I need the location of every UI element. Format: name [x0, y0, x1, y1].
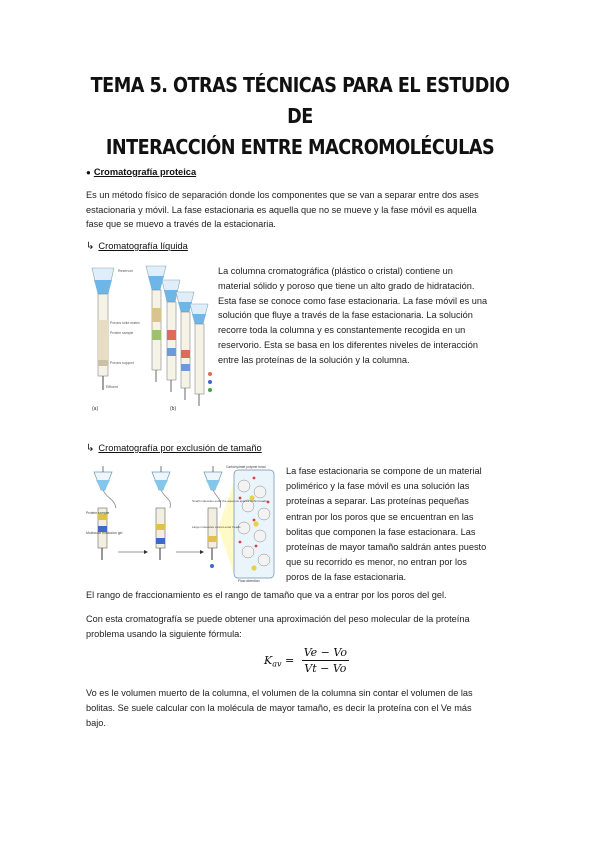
section-heading-label: Cromatografía proteica: [93, 167, 197, 177]
figure-label-flow-direction: Flow direction: [238, 579, 260, 583]
formula-lhs: K: [264, 654, 273, 667]
figure-label-b: (b): [170, 406, 177, 412]
text-line: material sólido y poroso que tiene un alto grado de hidratación.: [218, 280, 475, 291]
text-line: estacionaria y móvil. La fase estacionaria es aquella que no se mueve y la fase móvil es aquella: [86, 204, 477, 215]
figure-label-sample: Protein sample: [110, 331, 134, 335]
text-line: reservorio. Esta se basa en los diferentes niveles de interacción: [218, 339, 478, 350]
formula-denominator: Vt − Vo: [304, 662, 347, 675]
figure-label-small-molecules: Small molecules enter the aqueous spaces within beads: [192, 499, 267, 503]
text-line: bolitas. Se suele calcular con la molécula de mayor tamaño, es decir la proteína con el Ve más: [86, 703, 472, 713]
arrow-icon: ↳: [86, 241, 95, 252]
text-line: poros de la fase estacionaria.: [286, 572, 407, 583]
text-line: proteínas a separar. Las proteínas pequeñas: [286, 496, 469, 507]
text-line: La columna cromatográfica (plástico o cristal) contiene un: [218, 266, 453, 276]
subsection-heading-label: Cromatografía por exclusión de tamaño: [98, 443, 262, 453]
figure-label-large-molecules: Large molecules cannot enter beads: [192, 525, 241, 529]
size-paragraph: [286, 464, 536, 586]
approx-paragraph: [86, 612, 526, 641]
text-line: bolitas que componen la fase estacionara. Las: [286, 526, 476, 537]
formula-equals: =: [285, 654, 295, 667]
formula-fraction: [302, 646, 349, 675]
text-line: La fase estacionaria se compone de un material: [286, 466, 482, 476]
subsection-heading-label: Cromatografía líquida: [98, 241, 188, 251]
closing-paragraph: [86, 686, 526, 731]
text-line: El rango de fraccionamiento es el rango de tamaño que va a entrar por los poros del gel.: [86, 590, 447, 600]
text-line: proteínas de mayor tamaño saldrán antes puesto: [286, 542, 487, 553]
text-line: Es un método físico de separación donde los componentes que se van a separar entre dos ases: [86, 190, 479, 200]
text-line: Con esta cromatografía se puede obtener una aproximación del peso molecular de la proteína: [86, 614, 470, 624]
size-exclusion-figure: [84, 462, 280, 584]
text-line: polimérico y la fase móvil es una solución las: [286, 481, 470, 492]
text-line: que su recorrido es menor, no entran por los: [286, 557, 467, 568]
text-line: problema usando la siguiente fórmula:: [86, 628, 242, 639]
formula-numerator: Ve − Vo: [303, 646, 347, 659]
figure-label-a: (a): [92, 406, 99, 412]
figure-label-protein-sample: Protein sample: [86, 511, 110, 515]
text-line: solución que fluye a través de la fase estacionaria. La solución: [218, 310, 473, 321]
text-line: entran por los poros que se encuentran en las: [286, 511, 474, 522]
figure-label-polymer-bead: Carbohydrate polymer bead: [226, 465, 266, 469]
figure-label-effluent: Effluent: [106, 385, 118, 389]
subsection-heading-liquida: [86, 240, 188, 253]
text-line: fase que se muevo a través de la estacionaria.: [86, 219, 276, 230]
section-heading-proteica: [86, 166, 196, 179]
liquid-chromatography-figure: [84, 260, 214, 420]
figure-label-reservoir: Reservoir: [118, 269, 133, 273]
intro-paragraph: [86, 188, 526, 232]
figure-label-support: Porous support: [110, 361, 134, 365]
title-line-2: INTERACCIÓN ENTRE MACROMOLÉCULAS: [105, 135, 495, 159]
page-title: [76, 70, 523, 163]
liquid-paragraph: [218, 264, 538, 368]
text-line: bajo.: [86, 718, 106, 728]
text-line: recorre toda la columna y es constantemente recogida en un: [218, 325, 466, 336]
text-line: Esta fase se conoce como fase estacionaria. La fase móvil es una: [218, 295, 488, 306]
text-line: Vo es le volumen muerto de la columna, el volumen de la columna sin contar el volumen de las: [86, 688, 473, 698]
arrow-icon: ↳: [86, 443, 95, 454]
bullet-icon: ●: [86, 168, 91, 177]
title-line-1: TEMA 5. OTRAS TÉCNICAS PARA EL ESTUDIO DE: [90, 73, 510, 128]
subsection-heading-exclusion: [86, 442, 262, 455]
figure-label-exclusion-gel: Molecular exclusion gel: [86, 531, 123, 535]
text-line: entre las proteínas de la solución y la columna.: [218, 354, 410, 365]
formula-lhs-sub: av: [272, 659, 282, 669]
kav-formula: [264, 646, 349, 675]
figure-label-matrix: Porous solid matrix: [110, 321, 140, 325]
range-paragraph: [86, 588, 526, 603]
